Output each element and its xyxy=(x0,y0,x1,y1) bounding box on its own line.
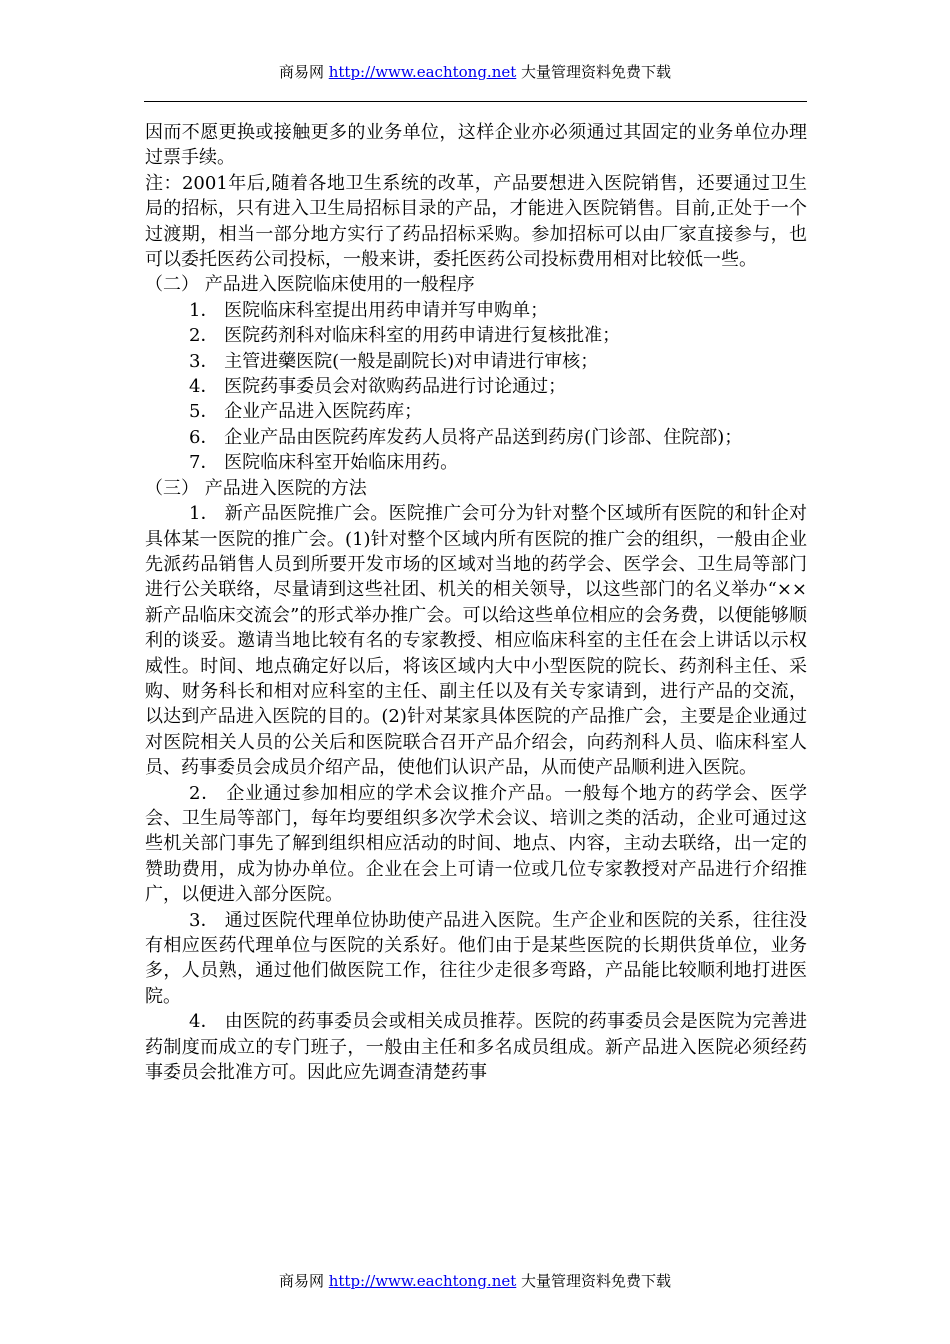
footer-site-name: 商易网 xyxy=(278,1272,324,1290)
paragraph-note: 注：2001年后,随着各地卫生系统的改革，产品要想进入医院销售，还要通过卫生局的招标，只有进入卫生局招标目录的产品，才能进入医院销售。目前,正处于一个过渡期，相当一部分地方实行了药品招标采购。参加招标可以由厂家直接参与，也可以委托医药公司投标，一般来讲，委托医药公司投标费用相对比较低一些。 xyxy=(145,172,807,271)
procedure-step-7: 7． 医院临床科室开始临床用药。 xyxy=(189,452,459,474)
footer-tagline: 大量管理资料免费下载 xyxy=(521,1272,672,1290)
page-header xyxy=(0,62,950,82)
procedure-step-1: 1． 医院临床科室提出用药申请并写申购单； xyxy=(189,299,549,321)
procedure-step-4: 4． 医院药事委员会对欲购药品进行讨论通过； xyxy=(189,376,567,398)
header-tagline: 大量管理资料免费下载 xyxy=(521,63,672,81)
header-divider xyxy=(144,101,807,102)
method-4: 4． 由医院的药事委员会或相关成员推荐。医院的药事委员会是医院为完善进药制度而成立的专门班子，一般由主任和多名成员组成。新产品进入医院必须经药事委员会批准方可。因此应先调查清楚药事 xyxy=(145,1011,807,1084)
header-link[interactable]: http://www.eachtong.net xyxy=(328,63,517,81)
procedure-step-2: 2． 医院药剂科对临床科室的用药申请进行复核批准； xyxy=(189,325,621,347)
procedure-step-5: 5． 企业产品进入医院药库； xyxy=(189,401,423,423)
page-footer xyxy=(0,1271,950,1291)
document-body xyxy=(145,120,807,1085)
paragraph-continuation: 因而不愿更换或接触更多的业务单位，这样企业亦必须通过其固定的业务单位办理过票手续。 xyxy=(145,122,807,169)
procedure-step-6: 6． 企业产品由医院药库发药人员将产品送到药房(门诊部、住院部)； xyxy=(189,426,743,448)
procedure-step-3: 3． 主管进藥医院(一般是副院长)对申请进行审核； xyxy=(189,350,599,372)
header-site-name: 商易网 xyxy=(278,63,324,81)
section-heading-2: （二） 产品进入医院临床使用的一般程序 xyxy=(145,274,475,296)
method-3: 3． 通过医院代理单位协助使产品进入医院。生产企业和医院的关系，往往没有相应医药代理单位与医院的关系好。他们由于是某些医院的长期供货单位，业务多，人员熟，通过他们做医院工作，往往少走很多弯路，产品能比较顺利地打进医院。 xyxy=(145,909,807,1007)
footer-link[interactable]: http://www.eachtong.net xyxy=(328,1272,517,1290)
section-heading-3: （三） 产品进入医院的方法 xyxy=(145,477,367,499)
method-2: 2． 企业通过参加相应的学术会议推介产品。一般每个地方的药学会、医学会、卫生局等部门，每年均要组织多次学术会议、培训之类的活动，企业可通过这些机关部门事先了解到组织相应活动的时间、地点、内容，主动去联络，出一定的赞助费用，成为协办单位。企业在会上可请一位或几位专家教授对产品进行介绍推广，以便进入部分医院。 xyxy=(145,782,807,906)
method-1: 1． 新产品医院推广会。医院推广会可分为针对整个区域所有医院的和针企对具体某一医院的推广会。(1)针对整个区域内所有医院的推广会的组织，一般由企业先派药品销售人员到所要开发市场的区域对当地的药学会、医学会、卫生局等部门进行公关联络，尽量请到这些社团、机关的相关领导，以这些部门的名义举办“××新产品临床交流会”的形式举办推广会。可以给这些单位相应的会务费，以便能够顺利的谈妥。邀请当地比较有名的专家教授、相应临床科室的主任在会上讲话以示权威性。时间、地点确定好以后，将该区域内大中小型医院的院长、药剂科主任、采购、财务科长和相对应科室的主任、副主任以及有关专家请到，进行产品的交流，以达到产品进入医院的目的。(2)针对某家具体医院的产品推广会，主要是企业通过对医院相关人员的公关后和医院联合召开产品介绍会，向药剂科人员、临床科室人员、药事委员会成员介绍产品，使他们认识产品，从而使产品顺利进入医院。 xyxy=(145,503,807,779)
